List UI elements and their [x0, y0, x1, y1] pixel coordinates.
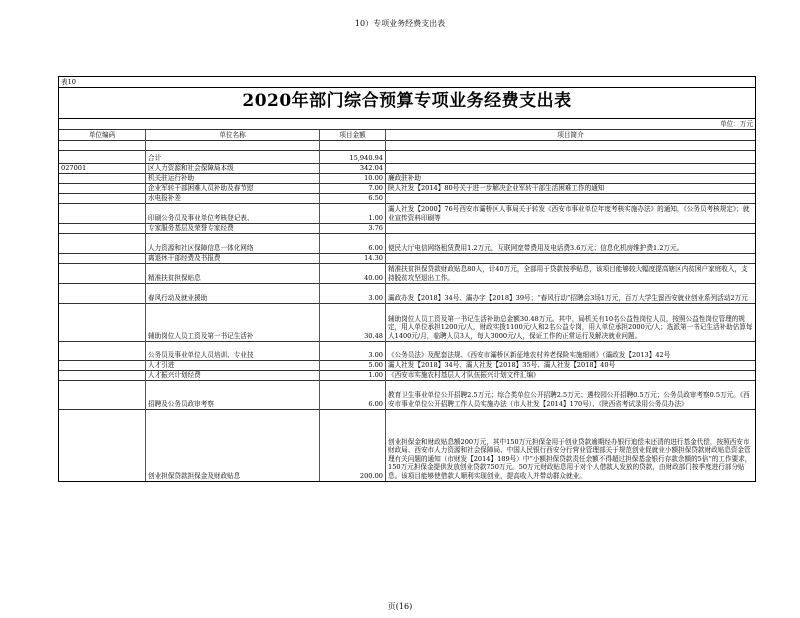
- row-code: [59, 360, 146, 370]
- row-name: 专家服务基层及荣誉专家经费: [146, 223, 320, 233]
- budget-sheet: [58, 76, 755, 482]
- table-row: [59, 283, 756, 303]
- row-name: 水电报补差: [146, 193, 320, 203]
- row-name: 机关驻运行补助: [146, 173, 320, 183]
- row-desc: [386, 193, 756, 203]
- row-amount: 10.00: [320, 173, 386, 183]
- row-code: [59, 203, 146, 223]
- table-row: [59, 151, 756, 164]
- table-row: [59, 183, 756, 193]
- row-name: 招聘及公务员政审考察: [146, 380, 320, 409]
- row-name: 企业军转干部困难人员补助及春节慰: [146, 183, 320, 193]
- row-code: [59, 173, 146, 183]
- table-row: [59, 233, 756, 253]
- row-code: [59, 151, 146, 164]
- row-desc: 《公务员法》及配套法规、《西安市灞桥区新征地农村养老保险实施细则》（灞政发【2013】42号: [386, 341, 756, 360]
- row-name: 创业担保贷款担保金及财政贴息: [146, 409, 320, 481]
- row-code: 027001: [59, 164, 146, 174]
- row-desc: 灞政办发【2018】34号、灞办字【2018】39号；“春风行动”招聘会3场1万元，百万大学生留西安就业创业系列活动2万元: [386, 283, 756, 303]
- row-code: [59, 303, 146, 341]
- row-name: 区人力资源和社会保障局本级: [146, 164, 320, 174]
- table-row: [59, 141, 756, 151]
- row-amount: 6.00: [320, 233, 386, 253]
- row-code: [59, 341, 146, 360]
- table-row: [59, 380, 756, 409]
- row-amount: 5.00: [320, 360, 386, 370]
- row-amount: 14.30: [320, 253, 386, 263]
- column-header-name: 单位名称: [146, 130, 320, 141]
- row-desc: 廉政驻补助: [386, 173, 756, 183]
- row-desc: 教育卫生事业单位公开招聘2.5万元；综合类单位公开招聘2.5万元；遴校园公开招聘0.5万元；公务员政审考察0.5万元。《西安市事业单位公开招聘工作人员实施办法（市人社发【2014】170号）、《陕西省考试录用公务员办法》: [386, 380, 756, 409]
- row-desc: 陕人社发【2014】80号关于进一步解决企业军转干部生活困难工作的通知: [386, 183, 756, 193]
- row-amount: 1.00: [320, 370, 386, 380]
- row-desc: 《西安市实施农村基层人才队伍振兴计划文件汇编》: [386, 370, 756, 380]
- row-amount: 7.00: [320, 183, 386, 193]
- row-amount: 6.00: [320, 380, 386, 409]
- table-row: [59, 409, 756, 481]
- row-name: 公务员及事业单位人员培训、专业技: [146, 341, 320, 360]
- row-amount: 3.00: [320, 283, 386, 303]
- table-row: [59, 203, 756, 223]
- row-code: [59, 283, 146, 303]
- table-row: [59, 164, 756, 174]
- row-name: [146, 141, 320, 151]
- row-name: 人才振兴计划经费: [146, 370, 320, 380]
- table-row: [59, 253, 756, 263]
- table-row: [59, 223, 756, 233]
- row-amount: 200.00: [320, 409, 386, 481]
- table-row: [59, 360, 756, 370]
- row-desc: 精准扶贫担保贷款财政贴息80人，计40万元，全部用于贷款按季贴息，该项目能够较大幅度提高辖区内贫困户家庭收入，支持脱贫攻坚退出工作。: [386, 263, 756, 283]
- row-name: 合计: [146, 151, 320, 164]
- row-name: 人力资源和社区保障信息一体化网络: [146, 233, 320, 253]
- row-desc: 辅助岗位人员工资及第一书记生活补助总金额30.48万元。其中，局机关有10名公益性岗位人员，按照公益性岗位管理的规定，用人单位承担1200元/人，财政实拨1100元/人和2名公益专岗，用人单位承担2000元/人；选派第一书记生活补助估算每人1400元/月，临聘人员3人，每人3000元/人，保证工作的正常运行及解决就业问题。: [386, 303, 756, 341]
- row-amount: 30.48: [320, 303, 386, 341]
- sheet-title-cell: [59, 88, 756, 119]
- row-code: [59, 193, 146, 203]
- row-name: 人才引进: [146, 360, 320, 370]
- page-header: 10）专项业务经费支出表: [354, 19, 446, 28]
- row-desc: [386, 223, 756, 233]
- column-header-desc: 项目简介: [386, 130, 756, 141]
- row-code: [59, 380, 146, 409]
- table-row: [59, 173, 756, 183]
- row-code: [59, 233, 146, 253]
- row-desc: 灞人社发【2018】34号、灞人社发【2018】35号、灞人社发【2018】40号: [386, 360, 756, 370]
- row-desc: [386, 253, 756, 263]
- column-header-amount: 项目金额: [320, 130, 386, 141]
- row-code: [59, 263, 146, 283]
- row-name: 春风行动及就业援助: [146, 283, 320, 303]
- column-header-code: 单位编码: [59, 130, 146, 141]
- row-amount: 1.00: [320, 203, 386, 223]
- row-amount: 40.00: [320, 263, 386, 283]
- sheet-title: 2020年部门综合预算专项业务经费支出表: [242, 91, 572, 112]
- row-name: 印刷公务员及事业单位考核登记表、: [146, 203, 320, 223]
- row-name: 辅助岗位人员工资及第一书记生活补: [146, 303, 320, 341]
- row-desc: [386, 164, 756, 174]
- column-header-row: [59, 130, 756, 141]
- table-row: [59, 341, 756, 360]
- row-desc: 创业担保金和财政贴息额200万元，其中150万元担保金用于创业贷款逾期经办银行追偿未还清的进行基金代偿，按照西安市财政局、西安市人力资源和社会保障局、中国人民银行西安分行营业管理部关于规范创业促就业小额担保贷款财政贴息资金管理有关问题的通知（市财发【2014】189号）中“小额担保贷款责任余额不得超过担保基金银行存款余额的5倍”的工作要求，150万元担保金提供发放创业贷款750万元。50万元财政贴息用于对个人借款人发放的贷款，由财政部门按季度进行部分贴息。该项目能够使借款人顺利实现创业，提高收入并带动群众就业。: [386, 409, 756, 481]
- row-code: [59, 141, 146, 151]
- table-row: [59, 193, 756, 203]
- row-amount: 6.50: [320, 193, 386, 203]
- row-amount: 3.76: [320, 223, 386, 233]
- row-code: [59, 370, 146, 380]
- row-name: 精准扶贫担保贴息: [146, 263, 320, 283]
- table-row: [59, 370, 756, 380]
- row-amount: 3.00: [320, 341, 386, 360]
- row-amount: 342.04: [320, 164, 386, 174]
- row-desc: 便民大厅电信网络租赁费用1.2万元，互联网宽带费用及电话费3.6万元；信息化机房维护费1.2万元。: [386, 233, 756, 253]
- row-desc: [386, 151, 756, 164]
- row-code: [59, 223, 146, 233]
- table-row: [59, 263, 756, 283]
- row-name: 离退休干部经费及书报费: [146, 253, 320, 263]
- unit-label: 单位：万元: [59, 119, 756, 130]
- row-code: [59, 183, 146, 193]
- row-amount: 15,940.94: [320, 151, 386, 164]
- row-desc: 灞人社发【2000】76号西安市灞桥区人事局关于转发《西安市事业单位年度考核实施办法》的通知，《公务员考核规定》；就业宣传资料印刷等: [386, 203, 756, 223]
- budget-table: [58, 76, 756, 482]
- row-code: [59, 409, 146, 481]
- sheet-label: 表10: [59, 77, 756, 88]
- row-code: [59, 253, 146, 263]
- row-amount: [320, 141, 386, 151]
- table-row: [59, 303, 756, 341]
- page-footer: 页(16): [387, 602, 413, 611]
- row-desc: [386, 141, 756, 151]
